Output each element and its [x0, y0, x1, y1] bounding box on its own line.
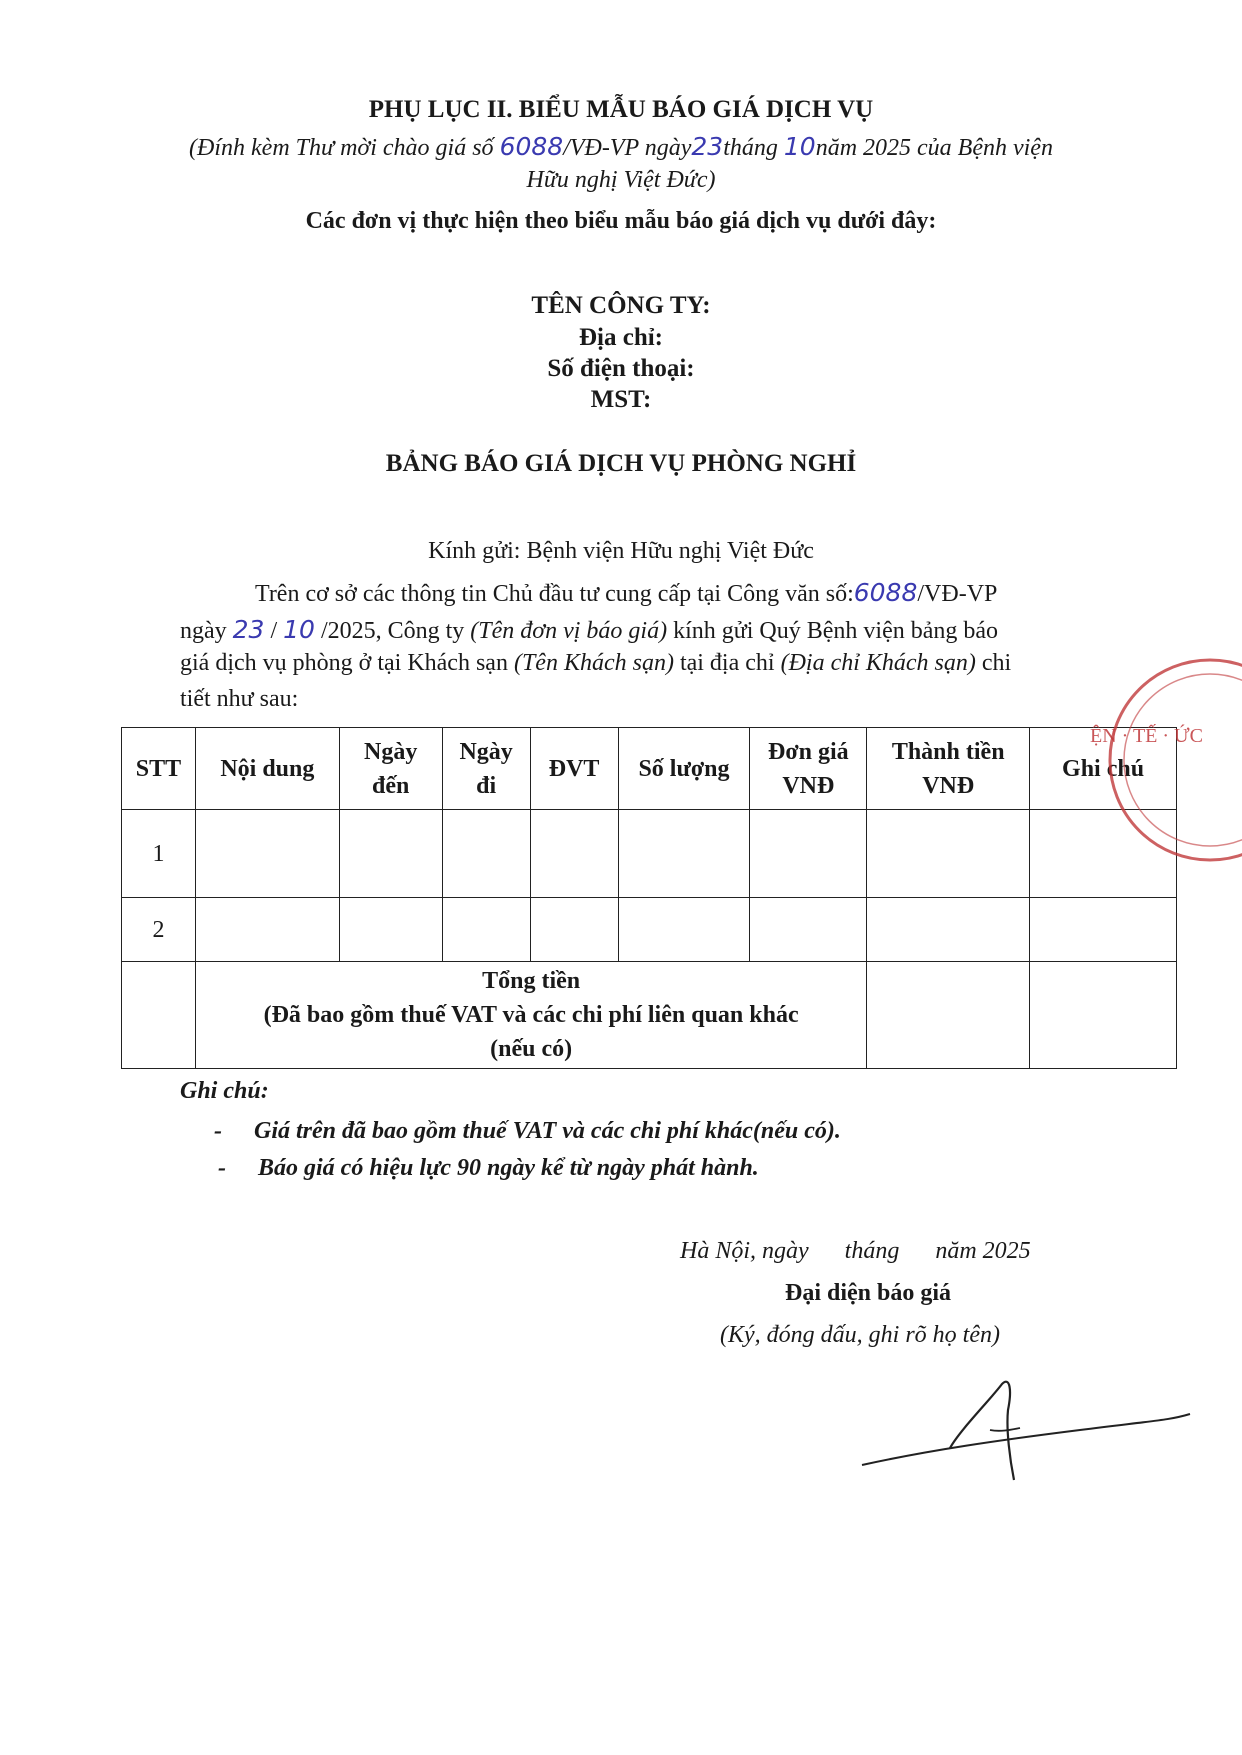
note-item-1: Giá trên đã bao gồm thuế VAT và các chi phí khác(nếu có). — [254, 1118, 841, 1144]
company-name-label: TÊN CÔNG TY: — [531, 292, 711, 319]
company-tax-label: MST: — [590, 386, 652, 413]
handwritten-doc-day: 23 — [232, 615, 265, 644]
table-total-row — [122, 962, 1177, 1069]
body-line-3: giá dịch vụ phòng ở tại Khách sạn (Tên Khách sạn) tại địa chỉ (Địa chỉ Khách sạn) chi — [180, 650, 1012, 676]
header-note: Ghi chú — [1030, 728, 1177, 810]
note-bullet: - — [214, 1118, 222, 1144]
total-label: Tổng tiền (Đã bao gồm thuế VAT và các chi phí liên quan khác (nếu có) — [195, 962, 866, 1069]
appendix-title: PHỤ LỤC II. BIỂU MẪU BÁO GIÁ DỊCH VỤ — [368, 96, 874, 123]
header-stt: STT — [122, 728, 196, 810]
body-line-1: Trên cơ sở các thông tin Chủ đầu tư cung cấp tại Công văn số:6088/VĐ-VP — [255, 578, 998, 607]
note-item-2: Báo giá có hiệu lực 90 ngày kể từ ngày phát hành. — [258, 1155, 759, 1181]
notes-label: Ghi chú: — [180, 1078, 269, 1104]
instruction-text: Các đơn vị thực hiện theo biểu mẫu báo giá dịch vụ dưới đây: — [305, 208, 937, 234]
header-arrive: Ngày đến — [339, 728, 442, 810]
quote-table — [121, 727, 1177, 1069]
signer-role: Đại diện báo giá — [785, 1280, 952, 1306]
row-number: 2 — [122, 898, 196, 962]
table-title: BẢNG BÁO GIÁ DỊCH VỤ PHÒNG NGHỈ — [385, 450, 857, 477]
body-line-4: tiết như sau: — [180, 686, 299, 712]
handwritten-doc-month: 10 — [283, 615, 315, 644]
company-address-label: Địa chỉ: — [578, 324, 664, 351]
company-phone-label: Số điện thoại: — [547, 355, 695, 382]
attachment-note-line2: Hữu nghị Việt Đức) — [526, 167, 716, 193]
salutation: Kính gửi: Bệnh viện Hữu nghị Việt Đức — [428, 538, 814, 564]
handwritten-day: 23 — [691, 132, 724, 161]
header-price: Đơn giá VNĐ — [750, 728, 867, 810]
attachment-note: (Đính kèm Thư mời chào giá số 6088/VĐ-VP ngày23tháng 10năm 2025 của Bệnh viện — [189, 132, 1053, 161]
signer-instruction: (Ký, đóng dấu, ghi rõ họ tên) — [720, 1322, 1000, 1348]
handwritten-number: 6088 — [499, 132, 564, 161]
table-row — [122, 898, 1177, 962]
header-total: Thành tiền VNĐ — [867, 728, 1030, 810]
note-bullet: - — [218, 1155, 226, 1181]
table-header-row — [122, 728, 1177, 810]
handwritten-signature — [850, 1370, 1200, 1490]
header-unit: ĐVT — [530, 728, 618, 810]
header-qty: Số lượng — [618, 728, 750, 810]
handwritten-month: 10 — [783, 132, 816, 161]
table-row — [122, 810, 1177, 898]
header-depart: Ngày đi — [442, 728, 530, 810]
row-number: 1 — [122, 810, 196, 898]
stamp-text: ỆN · TẾ · ỨC — [1090, 725, 1203, 747]
total-amount-cell — [867, 962, 1030, 1069]
handwritten-doc-number: 6088 — [853, 578, 918, 607]
body-line-2: ngày 23 / 10 /2025, Công ty (Tên đơn vị báo giá) kính gửi Quý Bệnh viện bảng báo — [180, 615, 999, 644]
header-content: Nội dung — [195, 728, 339, 810]
place-date: Hà Nội, ngày tháng năm 2025 — [680, 1238, 1031, 1264]
